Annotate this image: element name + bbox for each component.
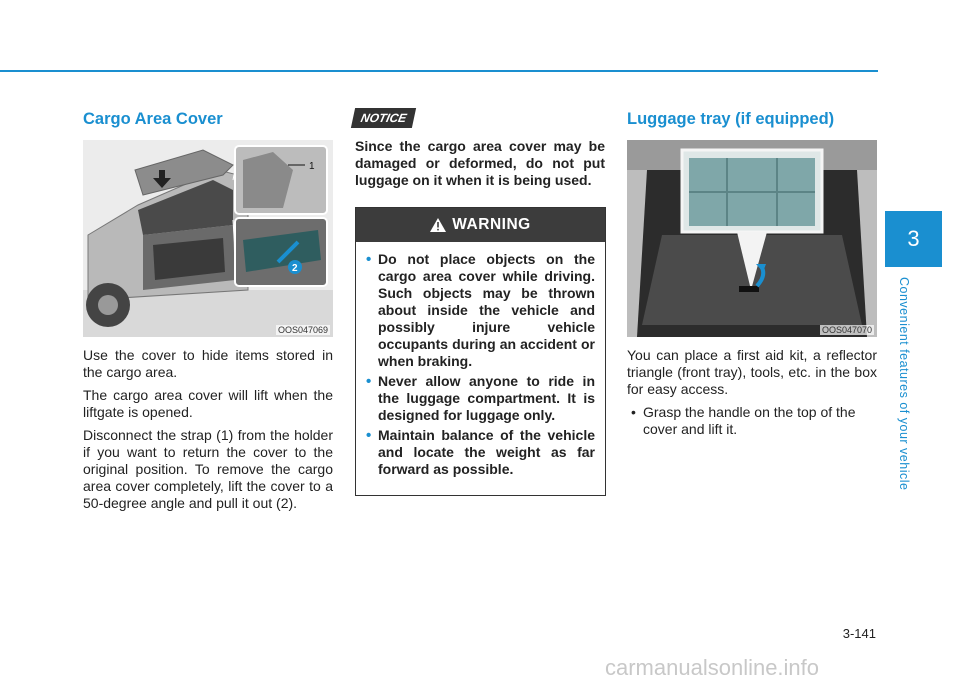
paragraph: The cargo area cover will lift when the liftgate is opened. bbox=[83, 387, 333, 420]
warning-item: • Do not place objects on the cargo area cover while driving. Such objects may be thrown about inside the vehicle and possibly injure vehicle occupants during an accident or when braking. bbox=[378, 251, 595, 370]
notice-warning-section bbox=[355, 108, 605, 496]
chapter-title-container bbox=[897, 277, 927, 497]
paragraph: You can place a first aid kit, a reflector triangle (front tray), tools, etc. in the box for easy access. bbox=[627, 347, 877, 397]
cargo-cover-figure bbox=[83, 140, 333, 337]
trunk-tray-illustration bbox=[627, 140, 877, 337]
warning-box bbox=[355, 207, 606, 496]
callout-2-label: 2 bbox=[292, 263, 298, 274]
warning-triangle-icon bbox=[430, 218, 446, 232]
paragraph: Use the cover to hide items stored in the cargo area. bbox=[83, 347, 333, 380]
notice-badge: NOTICE bbox=[351, 108, 417, 128]
figure-code: OOS047070 bbox=[821, 325, 872, 335]
chapter-title: Convenient features of your vehicle bbox=[897, 277, 911, 491]
cargo-cover-section bbox=[83, 108, 333, 518]
luggage-tray-section bbox=[627, 108, 877, 438]
luggage-tray-figure bbox=[627, 140, 877, 337]
chapter-tab: 3 bbox=[885, 211, 942, 267]
instruction-item: • Grasp the handle on the top of the cover and lift it. bbox=[643, 404, 877, 438]
callout-1-label: 1 bbox=[309, 161, 315, 172]
header-rule bbox=[0, 70, 878, 72]
section-heading: Cargo Area Cover bbox=[83, 110, 223, 128]
warning-header bbox=[356, 208, 605, 242]
warning-item: • Maintain balance of the vehicle and locate the weight as far forward as possible. bbox=[378, 427, 595, 478]
car-liftgate-illustration bbox=[83, 140, 333, 337]
section-heading: Luggage tray (if equipped) bbox=[627, 110, 835, 128]
watermark: carmanualsonline.info bbox=[605, 655, 820, 680]
paragraph: Disconnect the strap (1) from the holder if you want to return the cover to the original position. To remove the cargo area cover completely, lift the cover to a 50-degree angle and pull it out (2). bbox=[83, 427, 333, 511]
warning-item: • Never allow anyone to ride in the luggage compartment. It is designed for luggage only. bbox=[378, 373, 595, 424]
warning-title: WARNING bbox=[452, 216, 531, 233]
page-number: 3-141 bbox=[842, 626, 876, 641]
notice-text: Since the cargo area cover may be damaged or deformed, do not put luggage on it when it is being used. bbox=[355, 138, 605, 188]
figure-code: OOS047069 bbox=[277, 325, 328, 335]
